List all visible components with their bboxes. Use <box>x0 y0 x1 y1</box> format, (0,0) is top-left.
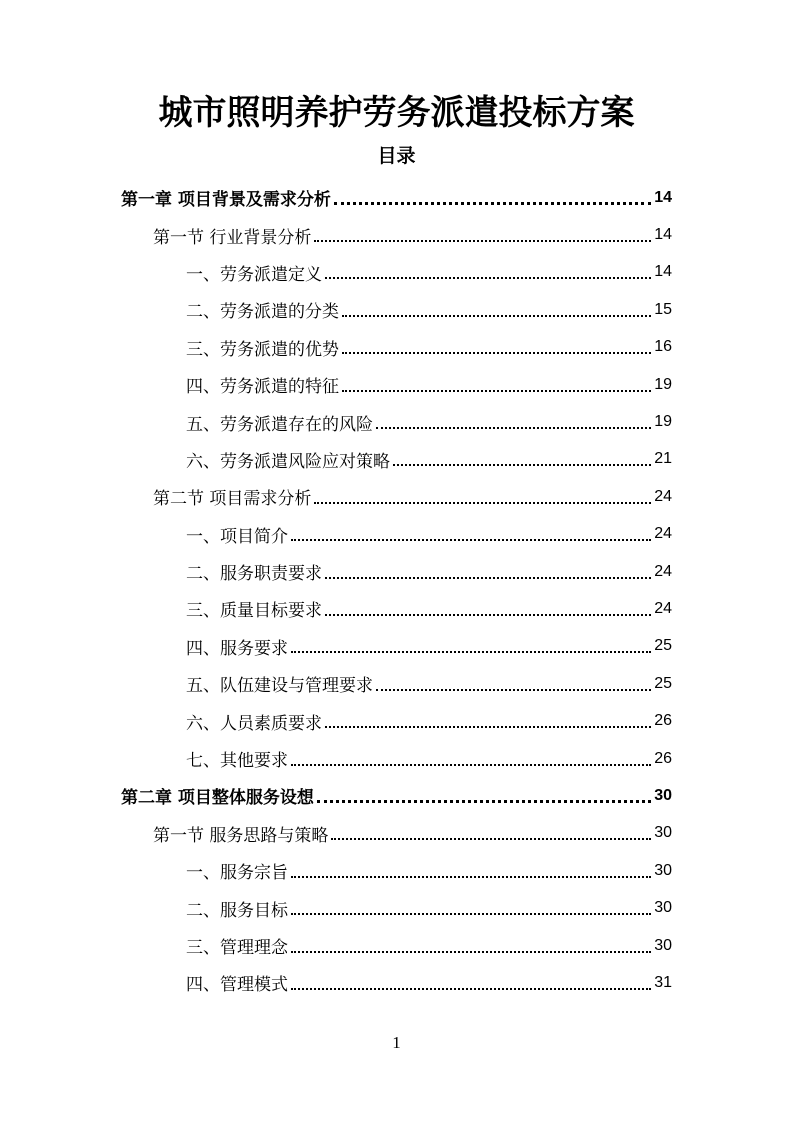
table-of-contents <box>0 179 793 1002</box>
toc-entry-label: 第二章 项目整体服务设想 <box>121 788 314 809</box>
toc-dot-leader <box>291 951 651 953</box>
toc-entry-item[interactable] <box>0 665 793 702</box>
toc-entry-label: 三、管理理念 <box>186 938 288 958</box>
toc-entry-label: 七、其他要求 <box>186 751 288 772</box>
toc-dot-leader <box>376 689 651 691</box>
toc-entry-item[interactable] <box>0 291 793 328</box>
toc-dot-leader <box>342 352 651 354</box>
toc-dot-leader <box>342 315 651 317</box>
toc-entry-item[interactable] <box>0 702 793 739</box>
toc-dot-leader <box>342 390 651 392</box>
toc-entry-page: 30 <box>654 936 672 954</box>
document-title: 城市照明养护劳务派遣投标方案 <box>158 93 635 133</box>
toc-dot-leader <box>291 651 651 653</box>
toc-entry-chapter[interactable] <box>0 179 793 216</box>
toc-entry-page: 30 <box>654 824 672 842</box>
toc-entry-item[interactable] <box>0 329 793 366</box>
toc-entry-page: 21 <box>654 450 672 468</box>
toc-entry-page: 14 <box>654 188 672 206</box>
toc-entry-item[interactable] <box>0 403 793 440</box>
toc-dot-leader <box>376 427 651 429</box>
page-number: 1 <box>392 1033 401 1052</box>
toc-entry-item[interactable] <box>0 553 793 590</box>
toc-entry-page: 25 <box>654 637 672 655</box>
toc-entry-item[interactable] <box>0 516 793 553</box>
toc-entry-label: 六、劳务派遣风险应对策略 <box>186 451 390 472</box>
toc-entry-page: 30 <box>654 861 672 879</box>
toc-entry-page: 24 <box>654 487 672 505</box>
toc-entry-page: 31 <box>654 973 672 991</box>
toc-entry-item[interactable] <box>0 441 793 478</box>
toc-entry-item[interactable] <box>0 852 793 889</box>
toc-entry-page: 14 <box>654 263 672 281</box>
toc-entry-label: 六、人员素质要求 <box>186 713 322 734</box>
toc-entry-page: 15 <box>654 300 672 318</box>
toc-entry-label: 第二节 项目需求分析 <box>153 489 312 510</box>
toc-entry-label: 一、服务宗旨 <box>186 863 288 884</box>
toc-entry-label: 五、队伍建设与管理要求 <box>186 676 373 697</box>
toc-entry-page: 25 <box>654 674 672 692</box>
toc-dot-leader <box>314 240 651 242</box>
toc-dot-leader <box>291 876 651 878</box>
toc-dot-leader <box>291 539 651 541</box>
toc-dot-leader <box>331 838 651 840</box>
toc-entry-page: 14 <box>654 226 672 244</box>
toc-entry-item[interactable] <box>0 964 793 1001</box>
toc-entry-page: 24 <box>654 525 672 543</box>
toc-entry-label: 二、服务目标 <box>186 900 288 921</box>
toc-entry-label: 四、劳务派遣的特征 <box>186 377 339 398</box>
toc-entry-label: 二、劳务派遣的分类 <box>186 302 339 323</box>
toc-dot-leader <box>393 464 651 466</box>
toc-entry-item[interactable] <box>0 889 793 926</box>
toc-dot-leader <box>291 913 651 915</box>
toc-entry-label: 第一章 项目背景及需求分析 <box>121 190 331 211</box>
toc-entry-page: 19 <box>654 413 672 431</box>
toc-dot-leader <box>334 202 651 205</box>
toc-entry-page: 26 <box>654 712 672 730</box>
toc-entry-item[interactable] <box>0 254 793 291</box>
toc-entry-page: 24 <box>654 562 672 580</box>
toc-heading: 目录 <box>377 145 416 167</box>
toc-entry-item[interactable] <box>0 628 793 665</box>
toc-dot-leader <box>317 800 651 803</box>
toc-entry-chapter[interactable] <box>0 777 793 814</box>
toc-dot-leader <box>325 577 651 579</box>
toc-entry-page: 30 <box>654 786 672 804</box>
toc-entry-item[interactable] <box>0 366 793 403</box>
toc-entry-label: 一、劳务派遣定义 <box>186 264 322 285</box>
toc-dot-leader <box>314 502 651 504</box>
toc-entry-page: 30 <box>654 899 672 917</box>
toc-entry-label: 二、服务职责要求 <box>186 564 322 585</box>
toc-entry-page: 19 <box>654 375 672 393</box>
toc-dot-leader <box>291 764 651 766</box>
toc-entry-section[interactable] <box>0 815 793 852</box>
toc-entry-label: 一、项目简介 <box>186 526 288 547</box>
toc-entry-item[interactable] <box>0 740 793 777</box>
toc-entry-label: 三、劳务派遣的优势 <box>186 339 339 360</box>
toc-entry-label: 第一节 行业背景分析 <box>153 227 312 248</box>
toc-entry-page: 26 <box>654 749 672 767</box>
toc-dot-leader <box>325 726 651 728</box>
toc-entry-section[interactable] <box>0 478 793 515</box>
toc-entry-label: 四、服务要求 <box>186 638 288 659</box>
toc-entry-section[interactable] <box>0 216 793 253</box>
toc-entry-label: 三、质量目标要求 <box>186 601 322 622</box>
toc-dot-leader <box>291 988 651 990</box>
toc-entry-label: 第一节 服务思路与策略 <box>153 825 329 846</box>
toc-entry-page: 24 <box>654 599 672 617</box>
toc-entry-page: 16 <box>654 338 672 356</box>
toc-entry-item[interactable] <box>0 590 793 627</box>
toc-entry-label: 五、劳务派遣存在的风险 <box>186 414 373 435</box>
toc-entry-label: 四、管理模式 <box>186 975 288 996</box>
toc-dot-leader <box>325 277 651 279</box>
toc-entry-item[interactable] <box>0 927 793 964</box>
toc-dot-leader <box>325 614 651 616</box>
